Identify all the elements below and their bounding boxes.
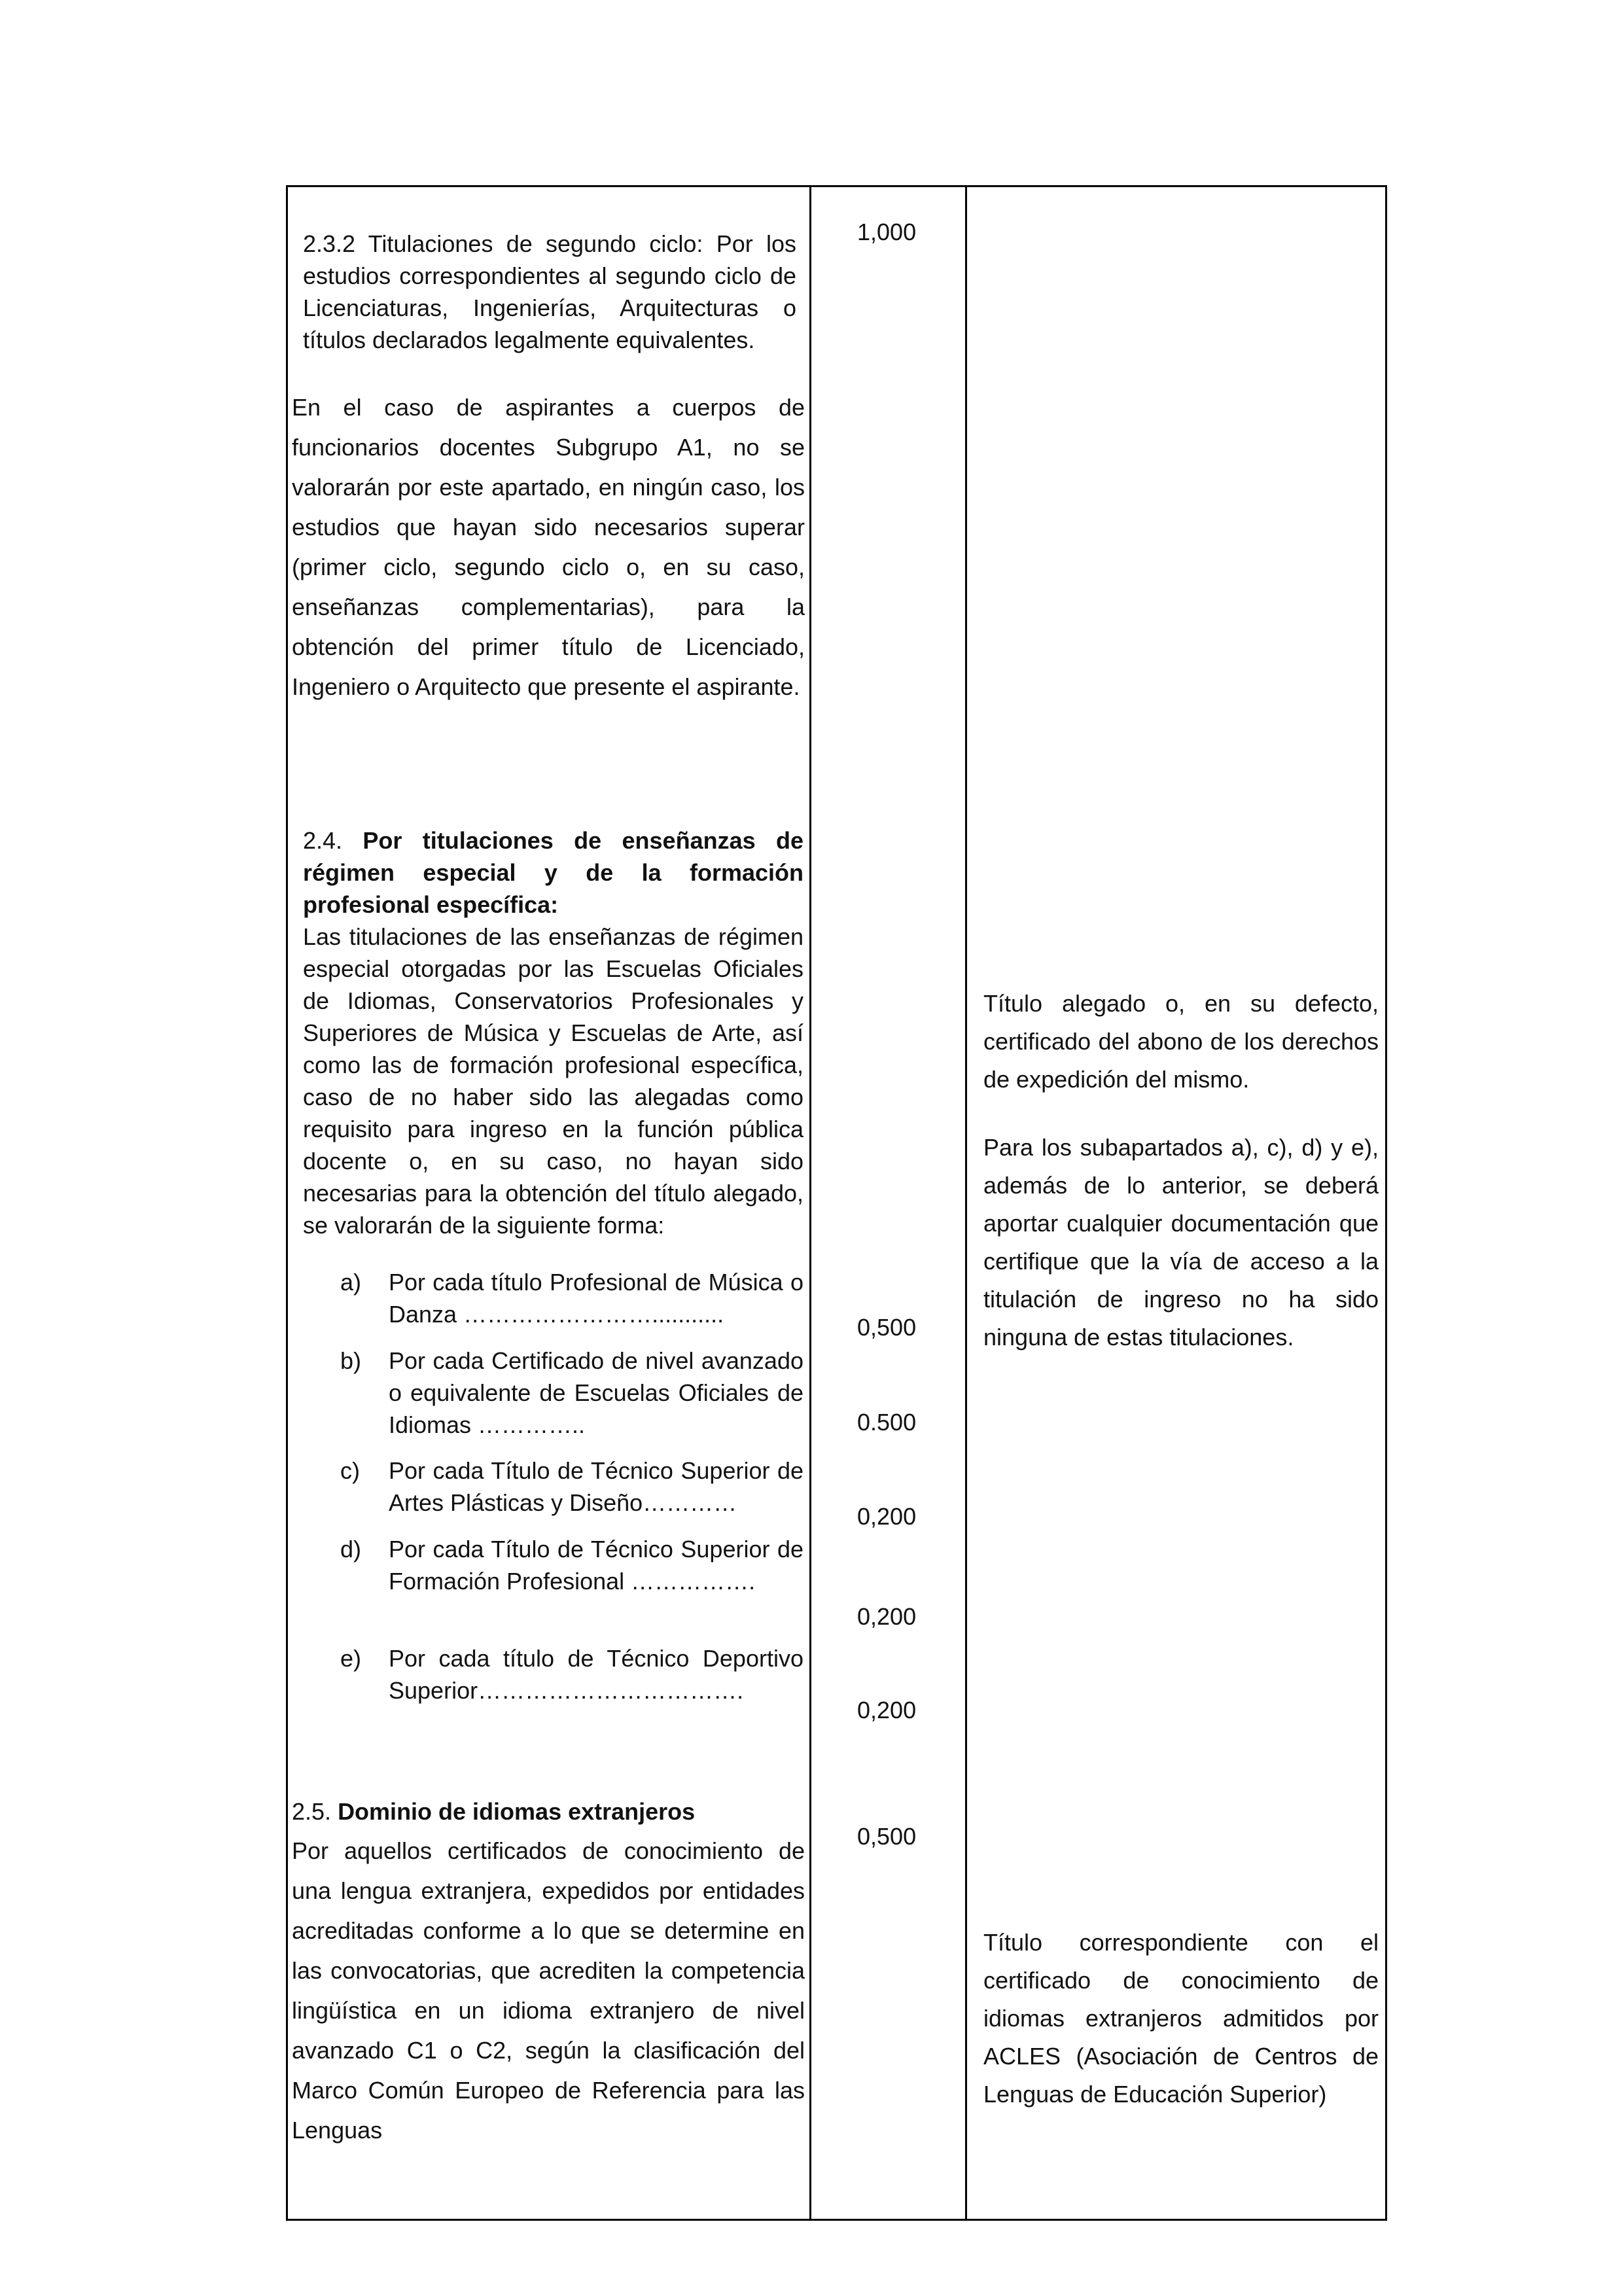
item-b-letter: b) bbox=[340, 1347, 362, 1374]
item-b-text: Por cada Certificado de nivel avanzado o equivalente de Escuelas Oficiales de Idiomas ………….. bbox=[389, 1347, 803, 1438]
section-2-4-body: Las titulaciones de las enseñanzas de régimen especial otorgadas por las Escuelas Oficiales de Idiomas, Conservatorios Profesionales y Superiores de Música y Escuelas de Arte, así como las de formación profesional específica, caso de no haber sido las alegadas como requisito para ingreso en la función pública docente o, en su caso, no hayan sido necesarias para la obtención del título alegado, se valorarán de la siguiente forma: bbox=[303, 923, 803, 1239]
section-2-4-documentation-extra: Para los subapartados a), c), d) y e), además de lo anterior, se deberá aportar cualquier documentación que certifique que la vía de acceso a la titulación de ingreso no ha sido ninguna de estas titulaciones. bbox=[983, 1134, 1379, 1351]
section-2-3-2-title: 2.3.2 Titulaciones de segundo ciclo: Por los estudios correspondientes al segundo ciclo de Licenciaturas, Ingenierías, Arquitecturas o títulos declarados legalmente equivalentes. bbox=[303, 230, 796, 353]
section-2-3-2-note: En el caso de aspirantes a cuerpos de funcionarios docentes Subgrupo A1, no se valorarán por este apartado, en ningún caso, los estudios que hayan sido necesarios superar (primer ciclo, segundo ciclo o, en su caso, enseñanzas complementarias), para la obtención del primer título de Licenciado, Ingeniero o Arquitecto que presente el aspirante. bbox=[292, 394, 805, 700]
section-2-5-heading-block bbox=[292, 1795, 805, 1828]
item-d-points: 0,200 bbox=[857, 1603, 917, 1630]
section-2-5-heading: Dominio de idiomas extranjeros bbox=[338, 1798, 696, 1825]
item-d-text: Por cada Título de Técnico Superior de Formación Profesional ……………. bbox=[389, 1536, 803, 1595]
item-d-letter: d) bbox=[340, 1536, 362, 1563]
section-2-5-body: Por aquellos certificados de conocimiento de una lengua extranjera, expedidos por entidades acreditadas conforme a lo que se determine en las convocatorias, que acrediten la competencia lingüística en un idioma extranjero de nivel avanzado C1 o C2, según la clasificación del Marco Común Europeo de Referencia para las Lenguas bbox=[292, 1837, 805, 2144]
section-2-4-heading: Por titulaciones de enseñanzas de régimen especial y de la formación profesional específica: bbox=[303, 827, 803, 918]
item-e-text: Por cada título de Técnico Deportivo Superior……………………………. bbox=[389, 1645, 803, 1704]
item-a-text: Por cada título Profesional de Música o Danza ……………………........... bbox=[389, 1269, 803, 1328]
section-2-4-heading-block bbox=[303, 824, 803, 921]
section-2-5-points: 0,500 bbox=[857, 1823, 917, 1850]
section-2-5-number: 2.5. bbox=[292, 1798, 332, 1825]
item-e-letter: e) bbox=[340, 1645, 362, 1672]
section-2-3-2-points: 1,000 bbox=[857, 219, 917, 245]
item-e-points: 0,200 bbox=[857, 1697, 917, 1723]
item-a-points: 0,500 bbox=[857, 1314, 917, 1341]
item-c-letter: c) bbox=[340, 1457, 360, 1484]
section-2-4-number: 2.4. bbox=[303, 827, 343, 854]
column-divider-2 bbox=[965, 187, 967, 2219]
column-divider-1 bbox=[809, 187, 811, 2219]
item-c-points: 0,200 bbox=[857, 1503, 917, 1530]
item-a-letter: a) bbox=[340, 1269, 362, 1296]
section-2-4-documentation: Título alegado o, en su defecto, certificado del abono de los derechos de expedición del mismo. bbox=[983, 990, 1379, 1093]
section-2-5-documentation: Título correspondiente con el certificado de conocimiento de idiomas extranjeros admitidos por ACLES (Asociación de Centros de Lenguas de Educación Superior) bbox=[983, 1929, 1379, 2108]
item-b-points: 0.500 bbox=[857, 1409, 917, 1436]
item-c-text: Por cada Título de Técnico Superior de Artes Plásticas y Diseño………… bbox=[389, 1457, 803, 1516]
